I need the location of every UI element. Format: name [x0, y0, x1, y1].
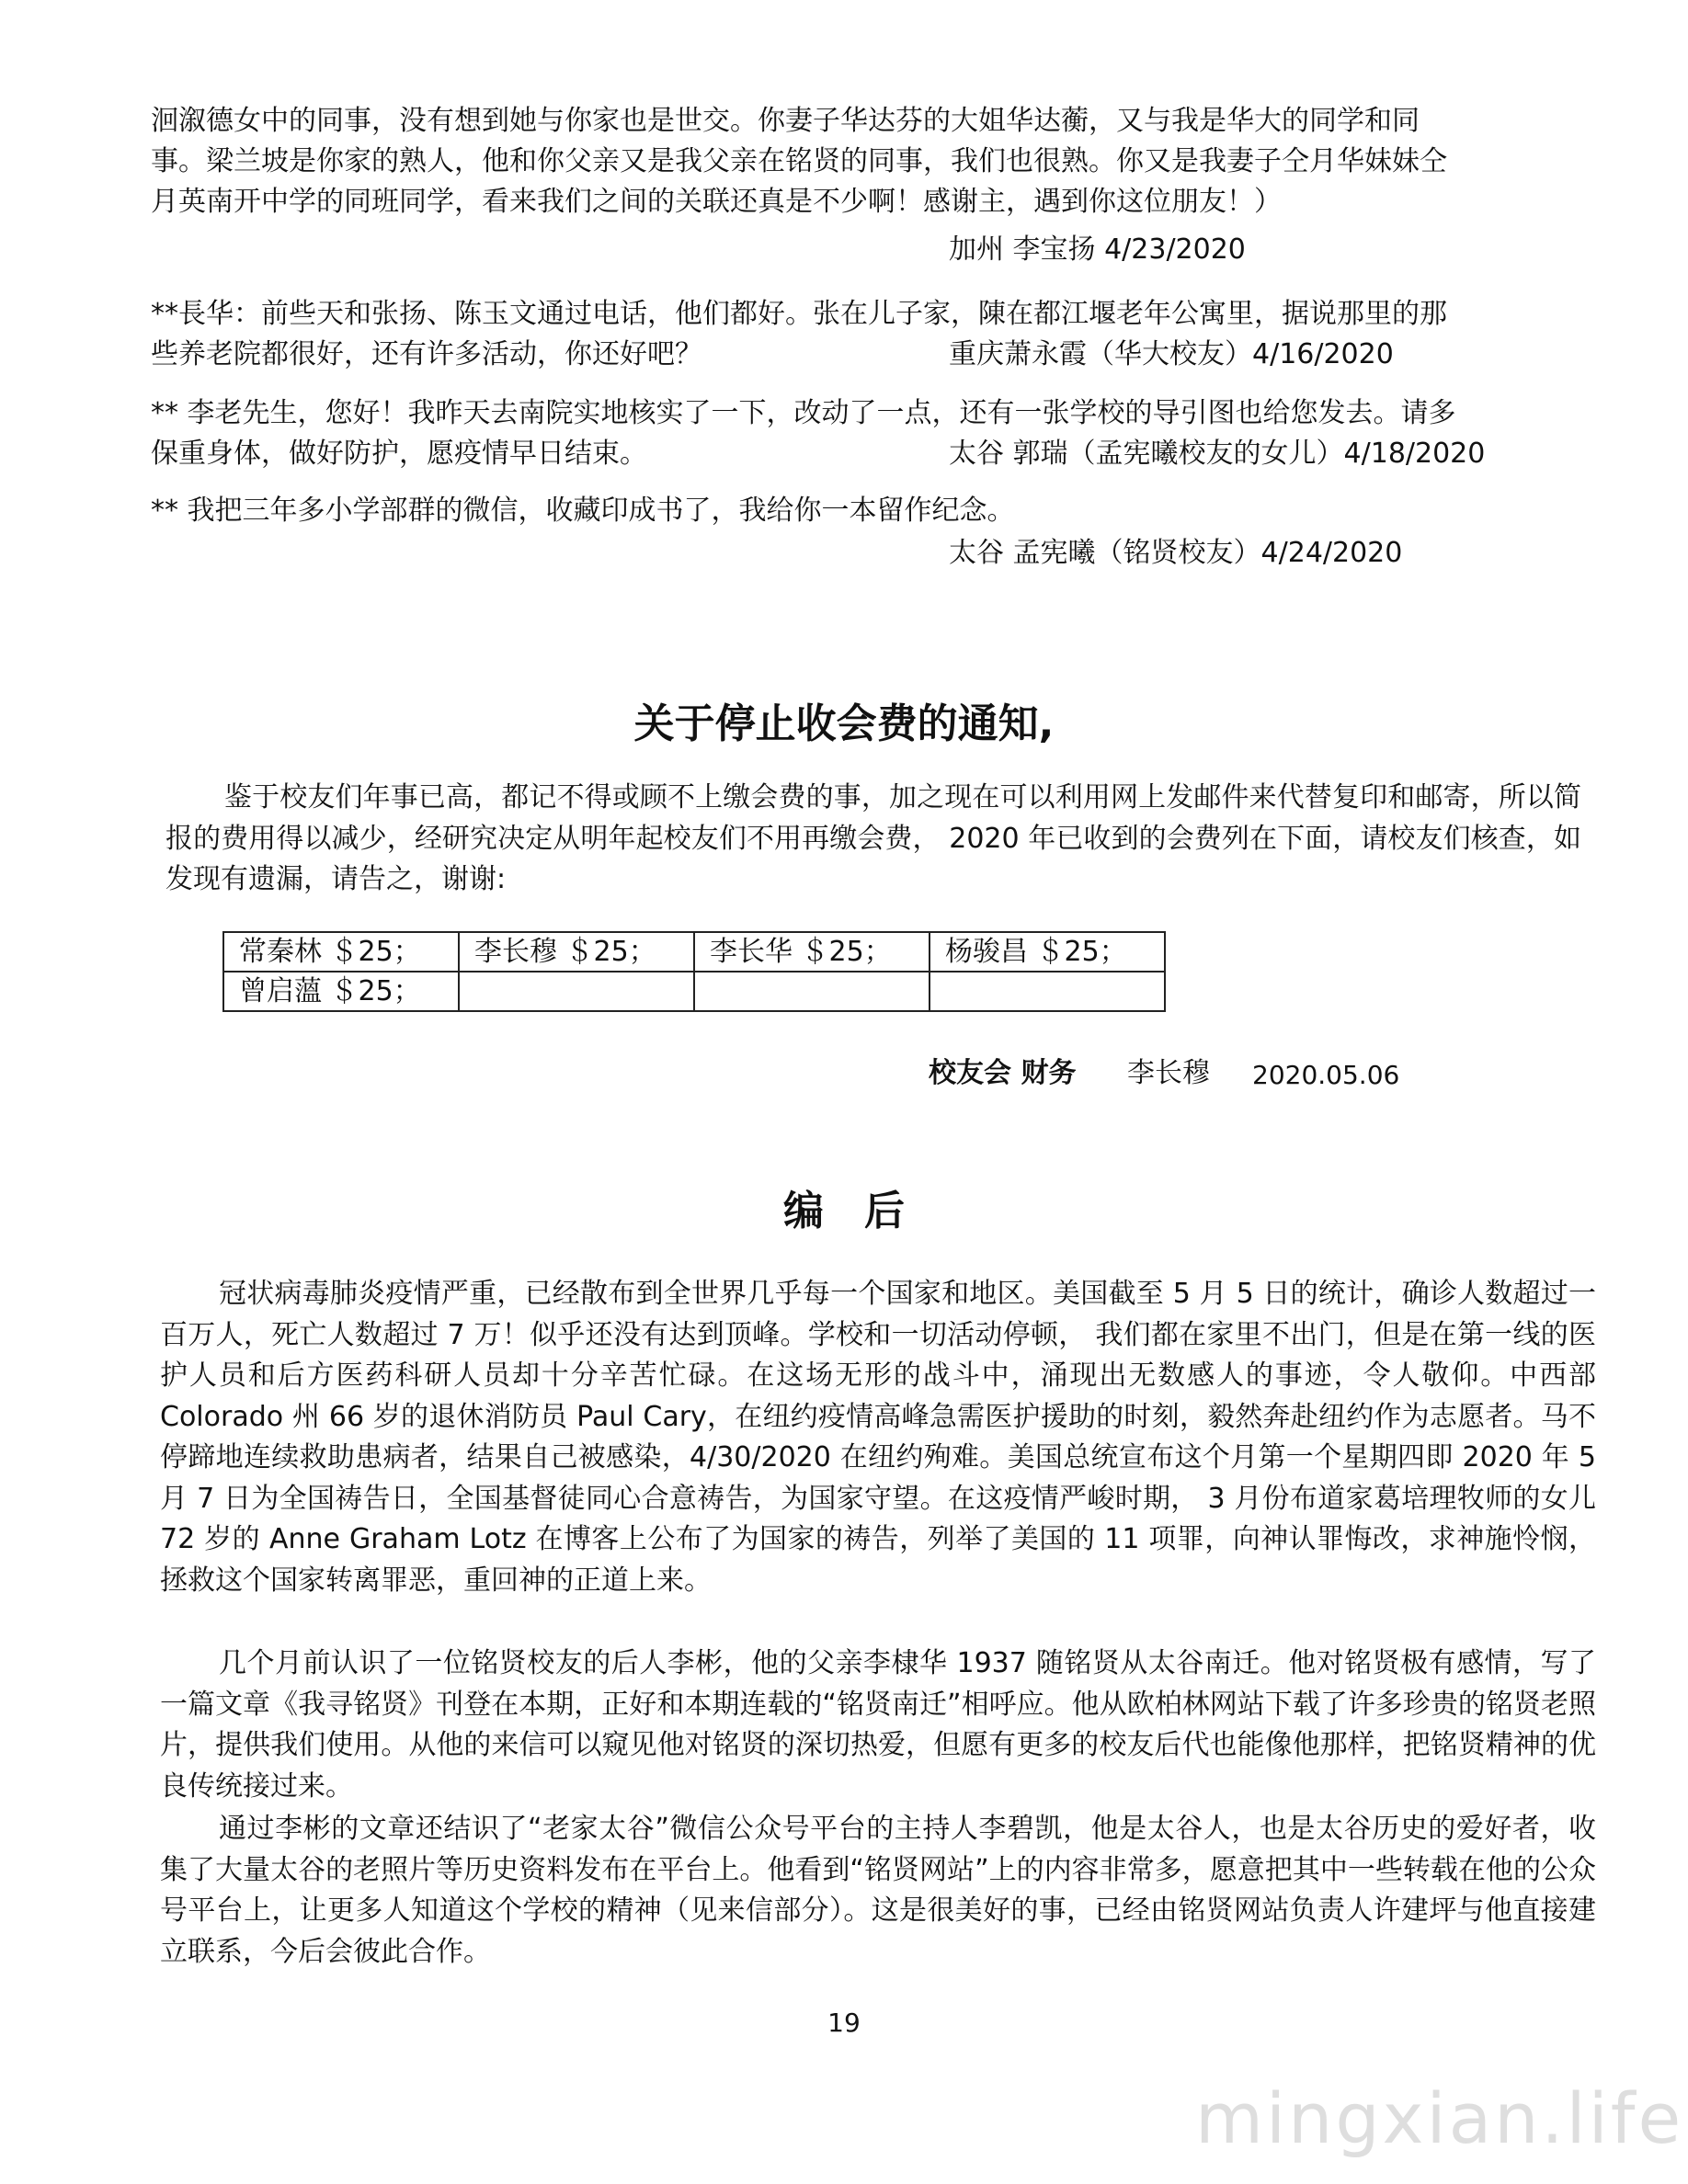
- table-cell: [459, 972, 694, 1011]
- table-cell: [694, 972, 930, 1011]
- editorial-paragraph: 冠状病毒肺炎疫情严重，已经散布到全世界几乎每一个国家和地区。美国截至 5 月 5 日的统计，确诊人数超过一百万人，死亡人数超过 7 万！似乎还没有达到顶峰。学校和一切活动停顿， 我们都在家里不出门，但是在第一线的医护人员和后方医药科研人员却十分辛苦忙碌。在这场无形的战斗中，涌现出无数感人的事迹，令人敬仰。中西部 Colorado 州 66 岁的退休消防员 Paul Cary，在纽约疫情高峰急需医护援助的时刻，毅然奔赴纽约作为志愿者。马不停蹄地连续救助患病者，结果自己被感染，4/30/2020 在纽约殉难。美国总统宣布这个月第一个星期四即 2020 年 5 月 7 日为全国祷告日，全国基督徒同心合意祷告，为国家守望。在这疫情严峻时期， 3 月份布道家葛培理牧师的女儿 72 岁的 Anne Graham Lotz 在博客上公布了为国家的祷告，列举了美国的 11 项罪，向神认罪悔改，求神施怜悯，拯救这个国家转离罪恶，重回神的正道上来。: [160, 1278, 1596, 1597]
- notice-signature-date: 2020.05.06: [1252, 1060, 1400, 1090]
- watermark: mingxian.life: [1195, 2077, 1684, 2159]
- notice-title: 关于停止收会费的通知,: [633, 700, 1055, 747]
- letter-signature: 太谷 孟宪曦（铭贤校友）4/24/2020: [949, 537, 1403, 569]
- table-row: [223, 972, 1165, 1011]
- notice-signature-name: 李长穆: [1127, 1057, 1210, 1089]
- editorial-title: 编 后: [783, 1188, 905, 1234]
- letter-text-line: 事。梁兰坡是你家的熟人，他和你父亲又是我父亲在铭贤的同事，我们也很熟。你又是我妻子仝月华妹妹仝: [151, 145, 1447, 177]
- letter-text-line: 洄溆德女中的同事，没有想到她与你家也是世交。你妻子华达芬的大姐华达蘅，又与我是华大的同学和同: [151, 105, 1420, 137]
- editorial-paragraph: 通过李彬的文章还结识了“老家太谷”微信公众号平台的主持人李碧凯，他是太谷人，也是太谷历史的爱好者，收集了大量太谷的老照片等历史资料发布在平台上。他看到“铭贤网站”上的内容非常多，愿意把其中一些转载在他的公众号平台上，让更多人知道这个学校的精神（见来信部分）。这是很美好的事，已经由铭贤网站负责人许建坪与他直接建立联系，今后会彼此合作。: [160, 1813, 1596, 1968]
- table-cell: 常秦林 ＄25；: [223, 932, 459, 972]
- letter-signature: 重庆萧永霞（华大校友）4/16/2020: [949, 338, 1394, 370]
- page-number: 19: [827, 2008, 861, 2038]
- letter-text-line: 保重身体，做好防护，愿疫情早日结束。: [151, 438, 647, 470]
- table-cell: 李长穆 ＄25；: [459, 932, 694, 972]
- table-cell: 李长华 ＄25；: [694, 932, 930, 972]
- editorial-paragraph: 几个月前认识了一位铭贤校友的后人李彬，他的父亲李棣华 1937 随铭贤从太谷南迁。他对铭贤极有感情，写了一篇文章《我寻铭贤》刊登在本期，正好和本期连载的“铭贤南迁”相呼应。他从欧柏林网站下载了许多珍贵的铭贤老照片，提供我们使用。从他的来信可以窥见他对铭贤的深切热爱，但愿有更多的校友后代也能像他那样，把铭贤精神的优良传统接过来。: [160, 1647, 1596, 1803]
- letter-text-line: 月英南开中学的同班同学，看来我们之间的关联还真是不少啊！感谢主，遇到你这位朋友！）: [151, 186, 1282, 218]
- fees-table: [222, 931, 1166, 1012]
- table-cell: 曾启薀 ＄25；: [223, 972, 459, 1011]
- table-cell: 杨骏昌 ＄25；: [930, 932, 1165, 972]
- letter-text-line: ** 我把三年多小学部群的微信，收藏印成书了，我给你一本留作纪念。: [151, 495, 1015, 527]
- notice-signature-org: 校友会 财务: [929, 1057, 1077, 1089]
- table-row: [223, 932, 1165, 972]
- notice-body: 鉴于校友们年事已高，都记不得或顾不上缴会费的事，加之现在可以利用网上发邮件来代替复印和邮寄，所以简报的费用得以减少，经研究决定从明年起校友们不用再缴会费， 2020 年已收到的会费列在下面，请校友们核查，如发现有遗漏，请告之，谢谢:: [165, 781, 1581, 895]
- table-cell: [930, 972, 1165, 1011]
- letter-signature: 太谷 郭瑞（孟宪曦校友的女儿）4/18/2020: [949, 438, 1486, 470]
- letter-text-line: **長华：前些天和张扬、陈玉文通过电话，他们都好。张在儿子家，陳在都江堰老年公寓里，据说那里的那: [151, 298, 1447, 330]
- letter-text-line: 些养老院都很好，还有许多活动，你还好吧？: [151, 338, 702, 370]
- letter-signature: 加州 李宝扬 4/23/2020: [949, 233, 1246, 266]
- letter-text-line: ** 李老先生，您好！我昨天去南院实地核实了一下，改动了一点，还有一张学校的导引图也给您发去。请多: [151, 397, 1456, 429]
